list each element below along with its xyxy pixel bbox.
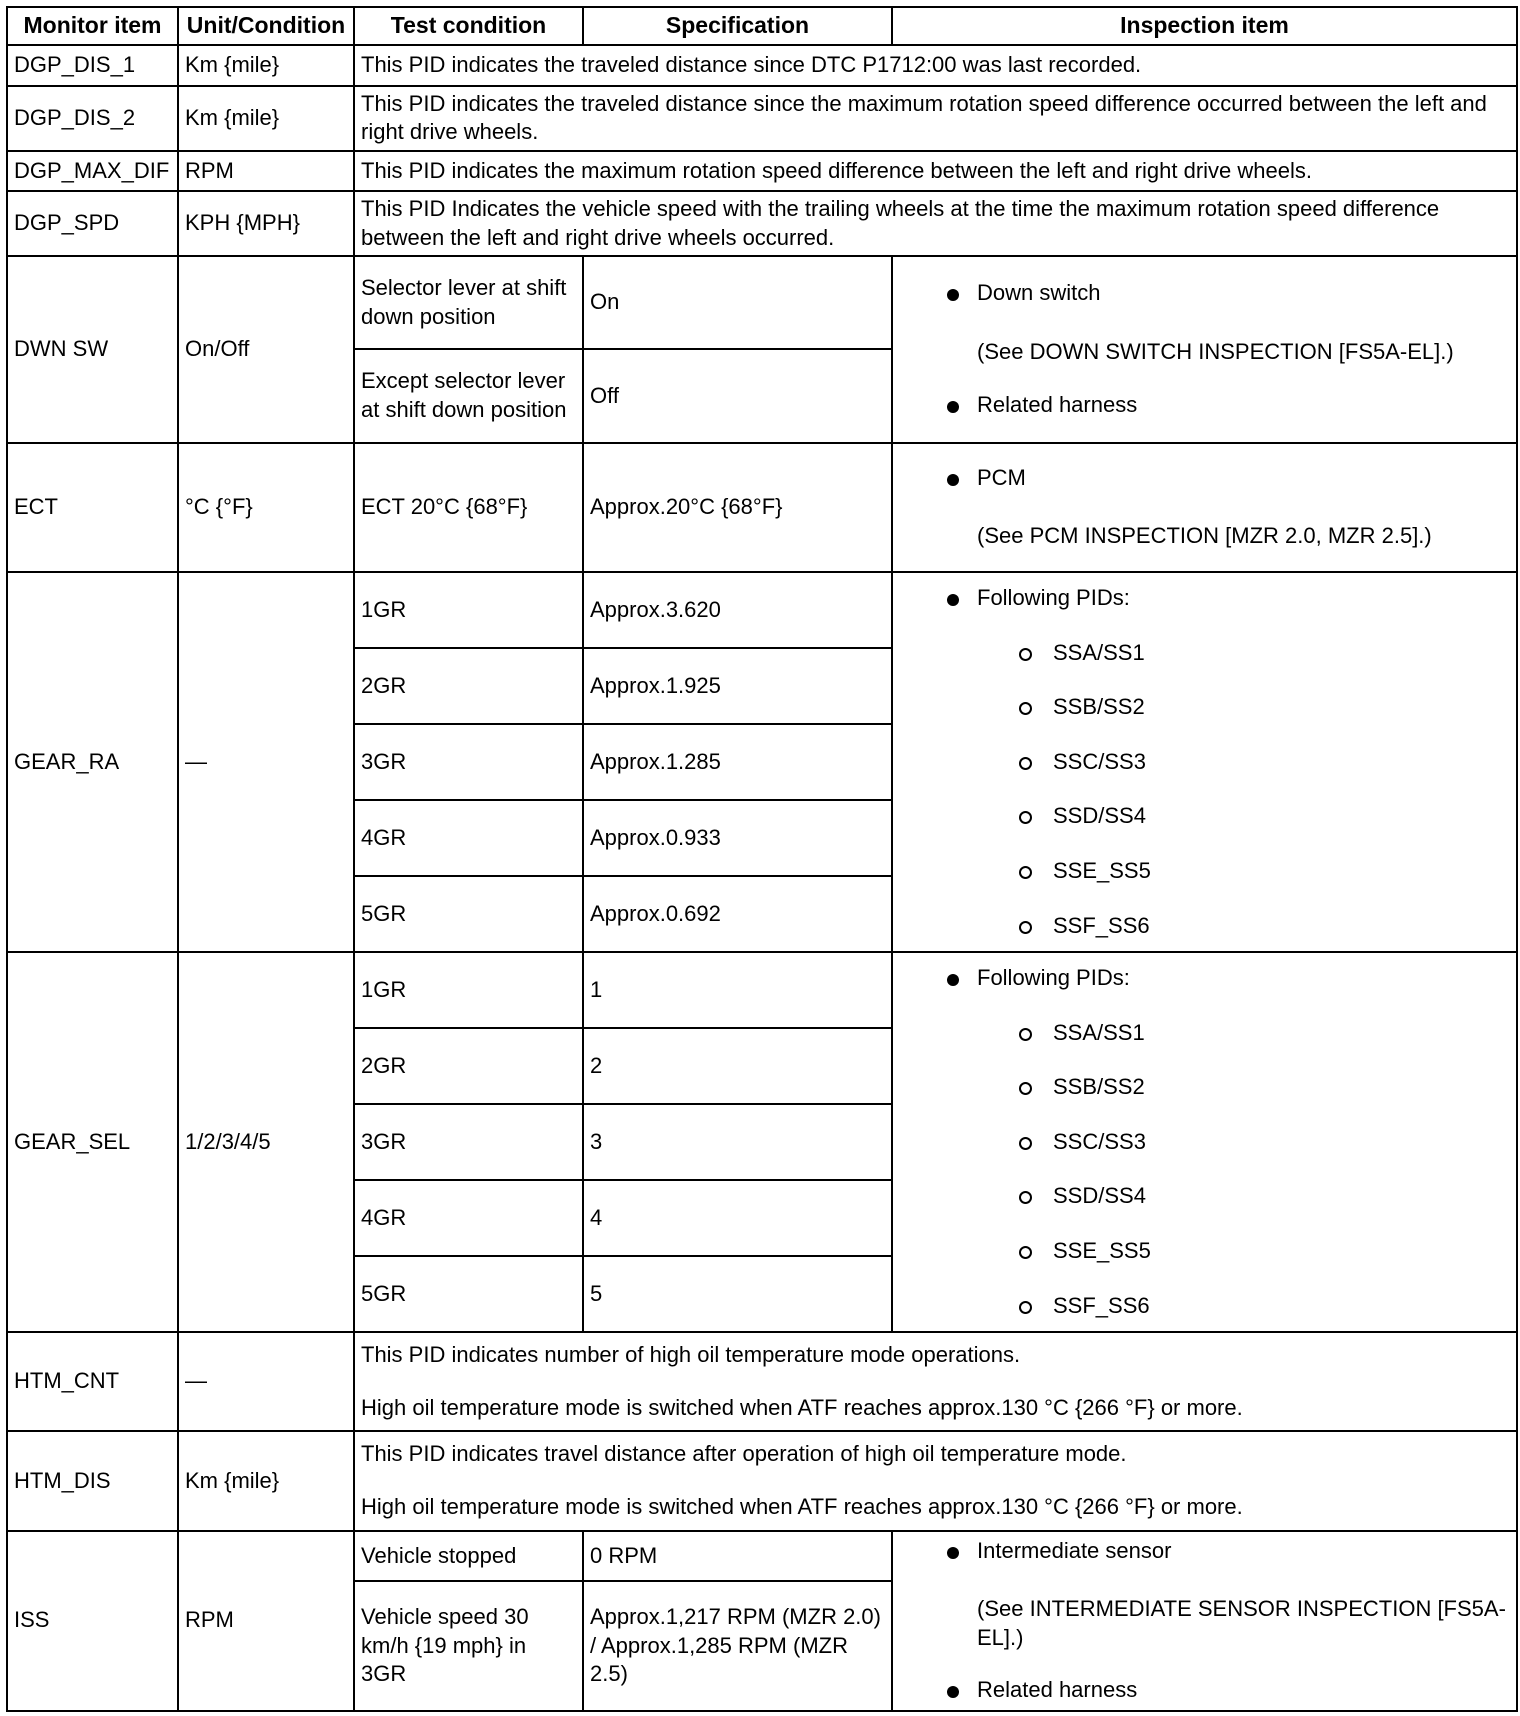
specification: Approx.1.285 [583, 724, 892, 800]
monitor-item: DGP_SPD [7, 191, 178, 256]
description-line: High oil temperature mode is switched when ATF reaches approx.130 °C {266 °F} or more. [361, 1394, 1243, 1420]
table-row-dwn-sw [7, 256, 1517, 349]
header-unit-condition: Unit/Condition [178, 7, 354, 45]
unit-condition: °C {°F} [178, 443, 354, 573]
test-condition: Except selector lever at shift down position [354, 349, 583, 442]
unit-condition: RPM [178, 1531, 354, 1712]
sub-list-item: SSC/SS3 [899, 1128, 1510, 1157]
test-condition: Vehicle stopped [354, 1531, 583, 1582]
table-row-dgp-max-dif [7, 151, 1517, 192]
table-row-htm-dis [7, 1431, 1517, 1530]
inspection-item [892, 952, 1517, 1332]
header-monitor-item: Monitor item [7, 7, 178, 45]
specification: 2 [583, 1028, 892, 1104]
header-row [7, 7, 1517, 45]
test-condition: 5GR [354, 1256, 583, 1332]
sub-list-item: SSB/SS2 [899, 693, 1510, 722]
table-row-gear-sel [7, 952, 1517, 1028]
unit-condition: — [178, 1332, 354, 1431]
specification: Approx.20°C {68°F} [583, 443, 892, 573]
header-test-condition: Test condition [354, 7, 583, 45]
test-condition: 3GR [354, 724, 583, 800]
bullet-item: Following PIDs: [899, 964, 1510, 993]
specification: 0 RPM [583, 1531, 892, 1582]
test-condition: ECT 20°C {68°F} [354, 443, 583, 573]
sub-list-item: SSA/SS1 [899, 1019, 1510, 1048]
sub-list-item: SSD/SS4 [899, 802, 1510, 831]
table-row-iss [7, 1531, 1517, 1582]
table-row-dgp-dis-1 [7, 45, 1517, 86]
sub-list-item: SSF_SS6 [899, 912, 1510, 941]
unit-condition: 1/2/3/4/5 [178, 952, 354, 1332]
inspection-item [892, 256, 1517, 442]
header-specification: Specification [583, 7, 892, 45]
unit-condition: Km {mile} [178, 1431, 354, 1530]
monitor-item: DGP_DIS_1 [7, 45, 178, 86]
sub-list-item: SSB/SS2 [899, 1073, 1510, 1102]
test-condition: 5GR [354, 876, 583, 952]
sub-list-item: SSE_SS5 [899, 1237, 1510, 1266]
table-row-ect [7, 443, 1517, 573]
table-row-gear-ra [7, 572, 1517, 648]
unit-condition: Km {mile} [178, 45, 354, 86]
sub-list-item: SSD/SS4 [899, 1182, 1510, 1211]
monitor-item: DGP_MAX_DIF [7, 151, 178, 192]
description-line: This PID indicates number of high oil temperature mode operations. [361, 1341, 1021, 1367]
table-row-dgp-spd [7, 191, 1517, 256]
pid-description [354, 1431, 1517, 1530]
header-inspection-item: Inspection item [892, 7, 1517, 45]
sub-list-item: SSE_SS5 [899, 857, 1510, 886]
inspection-note: (See PCM INSPECTION [MZR 2.0, MZR 2.5].) [977, 523, 1432, 549]
bullet-item: Following PIDs: [899, 584, 1510, 613]
bullet-item: Intermediate sensor [899, 1537, 1510, 1566]
inspection-note: (See DOWN SWITCH INSPECTION [FS5A-EL].) [977, 339, 1454, 365]
unit-condition: RPM [178, 151, 354, 192]
unit-condition: On/Off [178, 256, 354, 442]
description-line: This PID indicates travel distance after operation of high oil temperature mode. [361, 1441, 1127, 1467]
specification: Off [583, 349, 892, 442]
test-condition: Vehicle speed 30 km/h {19 mph} in 3GR [354, 1581, 583, 1711]
table-row-dgp-dis-2 [7, 86, 1517, 151]
pid-description: This PID indicates the maximum rotation speed difference between the left and right drive wheels. [354, 151, 1517, 192]
inspection-note: (See INTERMEDIATE SENSOR INSPECTION [FS5A-EL].) [977, 1596, 1506, 1650]
pid-description: This PID indicates the traveled distance since DTC P1712:00 was last recorded. [354, 45, 1517, 86]
test-condition: 1GR [354, 572, 583, 648]
sub-list-item: SSF_SS6 [899, 1292, 1510, 1321]
test-condition: 4GR [354, 800, 583, 876]
monitor-item: DGP_DIS_2 [7, 86, 178, 151]
monitor-item: DWN SW [7, 256, 178, 442]
unit-condition: Km {mile} [178, 86, 354, 151]
inspection-item [892, 443, 1517, 573]
pid-description [354, 1332, 1517, 1431]
monitor-item: HTM_CNT [7, 1332, 178, 1431]
bullet-item: Down switch [899, 279, 1510, 308]
sub-list-item: SSA/SS1 [899, 639, 1510, 668]
description-line: High oil temperature mode is switched when ATF reaches approx.130 °C {266 °F} or more. [361, 1493, 1243, 1519]
specification: 4 [583, 1180, 892, 1256]
specification: 5 [583, 1256, 892, 1332]
test-condition: 2GR [354, 648, 583, 724]
specification: 1 [583, 952, 892, 1028]
unit-condition: KPH {MPH} [178, 191, 354, 256]
inspection-item [892, 572, 1517, 952]
specification: Approx.0.692 [583, 876, 892, 952]
pid-monitor-table [6, 6, 1518, 1712]
monitor-item: ECT [7, 443, 178, 573]
sub-list-item: SSC/SS3 [899, 748, 1510, 777]
unit-condition: — [178, 572, 354, 952]
pid-description: This PID Indicates the vehicle speed with the trailing wheels at the time the maximum rotation speed difference between the left and right drive wheels occurred. [354, 191, 1517, 256]
monitor-item: HTM_DIS [7, 1431, 178, 1530]
test-condition: 4GR [354, 1180, 583, 1256]
pid-description: This PID indicates the traveled distance since the maximum rotation speed difference occurred between the left and right drive wheels. [354, 86, 1517, 151]
test-condition: 2GR [354, 1028, 583, 1104]
monitor-item: GEAR_RA [7, 572, 178, 952]
test-condition: Selector lever at shift down position [354, 256, 583, 349]
specification: Approx.0.933 [583, 800, 892, 876]
bullet-item: PCM [899, 464, 1510, 493]
test-condition: 1GR [354, 952, 583, 1028]
monitor-item: ISS [7, 1531, 178, 1712]
bullet-item: Related harness [899, 391, 1510, 420]
specification: Approx.3.620 [583, 572, 892, 648]
specification: 3 [583, 1104, 892, 1180]
specification: Approx.1.925 [583, 648, 892, 724]
inspection-item [892, 1531, 1517, 1712]
monitor-item: GEAR_SEL [7, 952, 178, 1332]
test-condition: 3GR [354, 1104, 583, 1180]
specification: On [583, 256, 892, 349]
table-row-htm-cnt [7, 1332, 1517, 1431]
specification: Approx.1,217 RPM (MZR 2.0) / Approx.1,285 RPM (MZR 2.5) [583, 1581, 892, 1711]
bullet-item: Related harness [899, 1676, 1510, 1705]
